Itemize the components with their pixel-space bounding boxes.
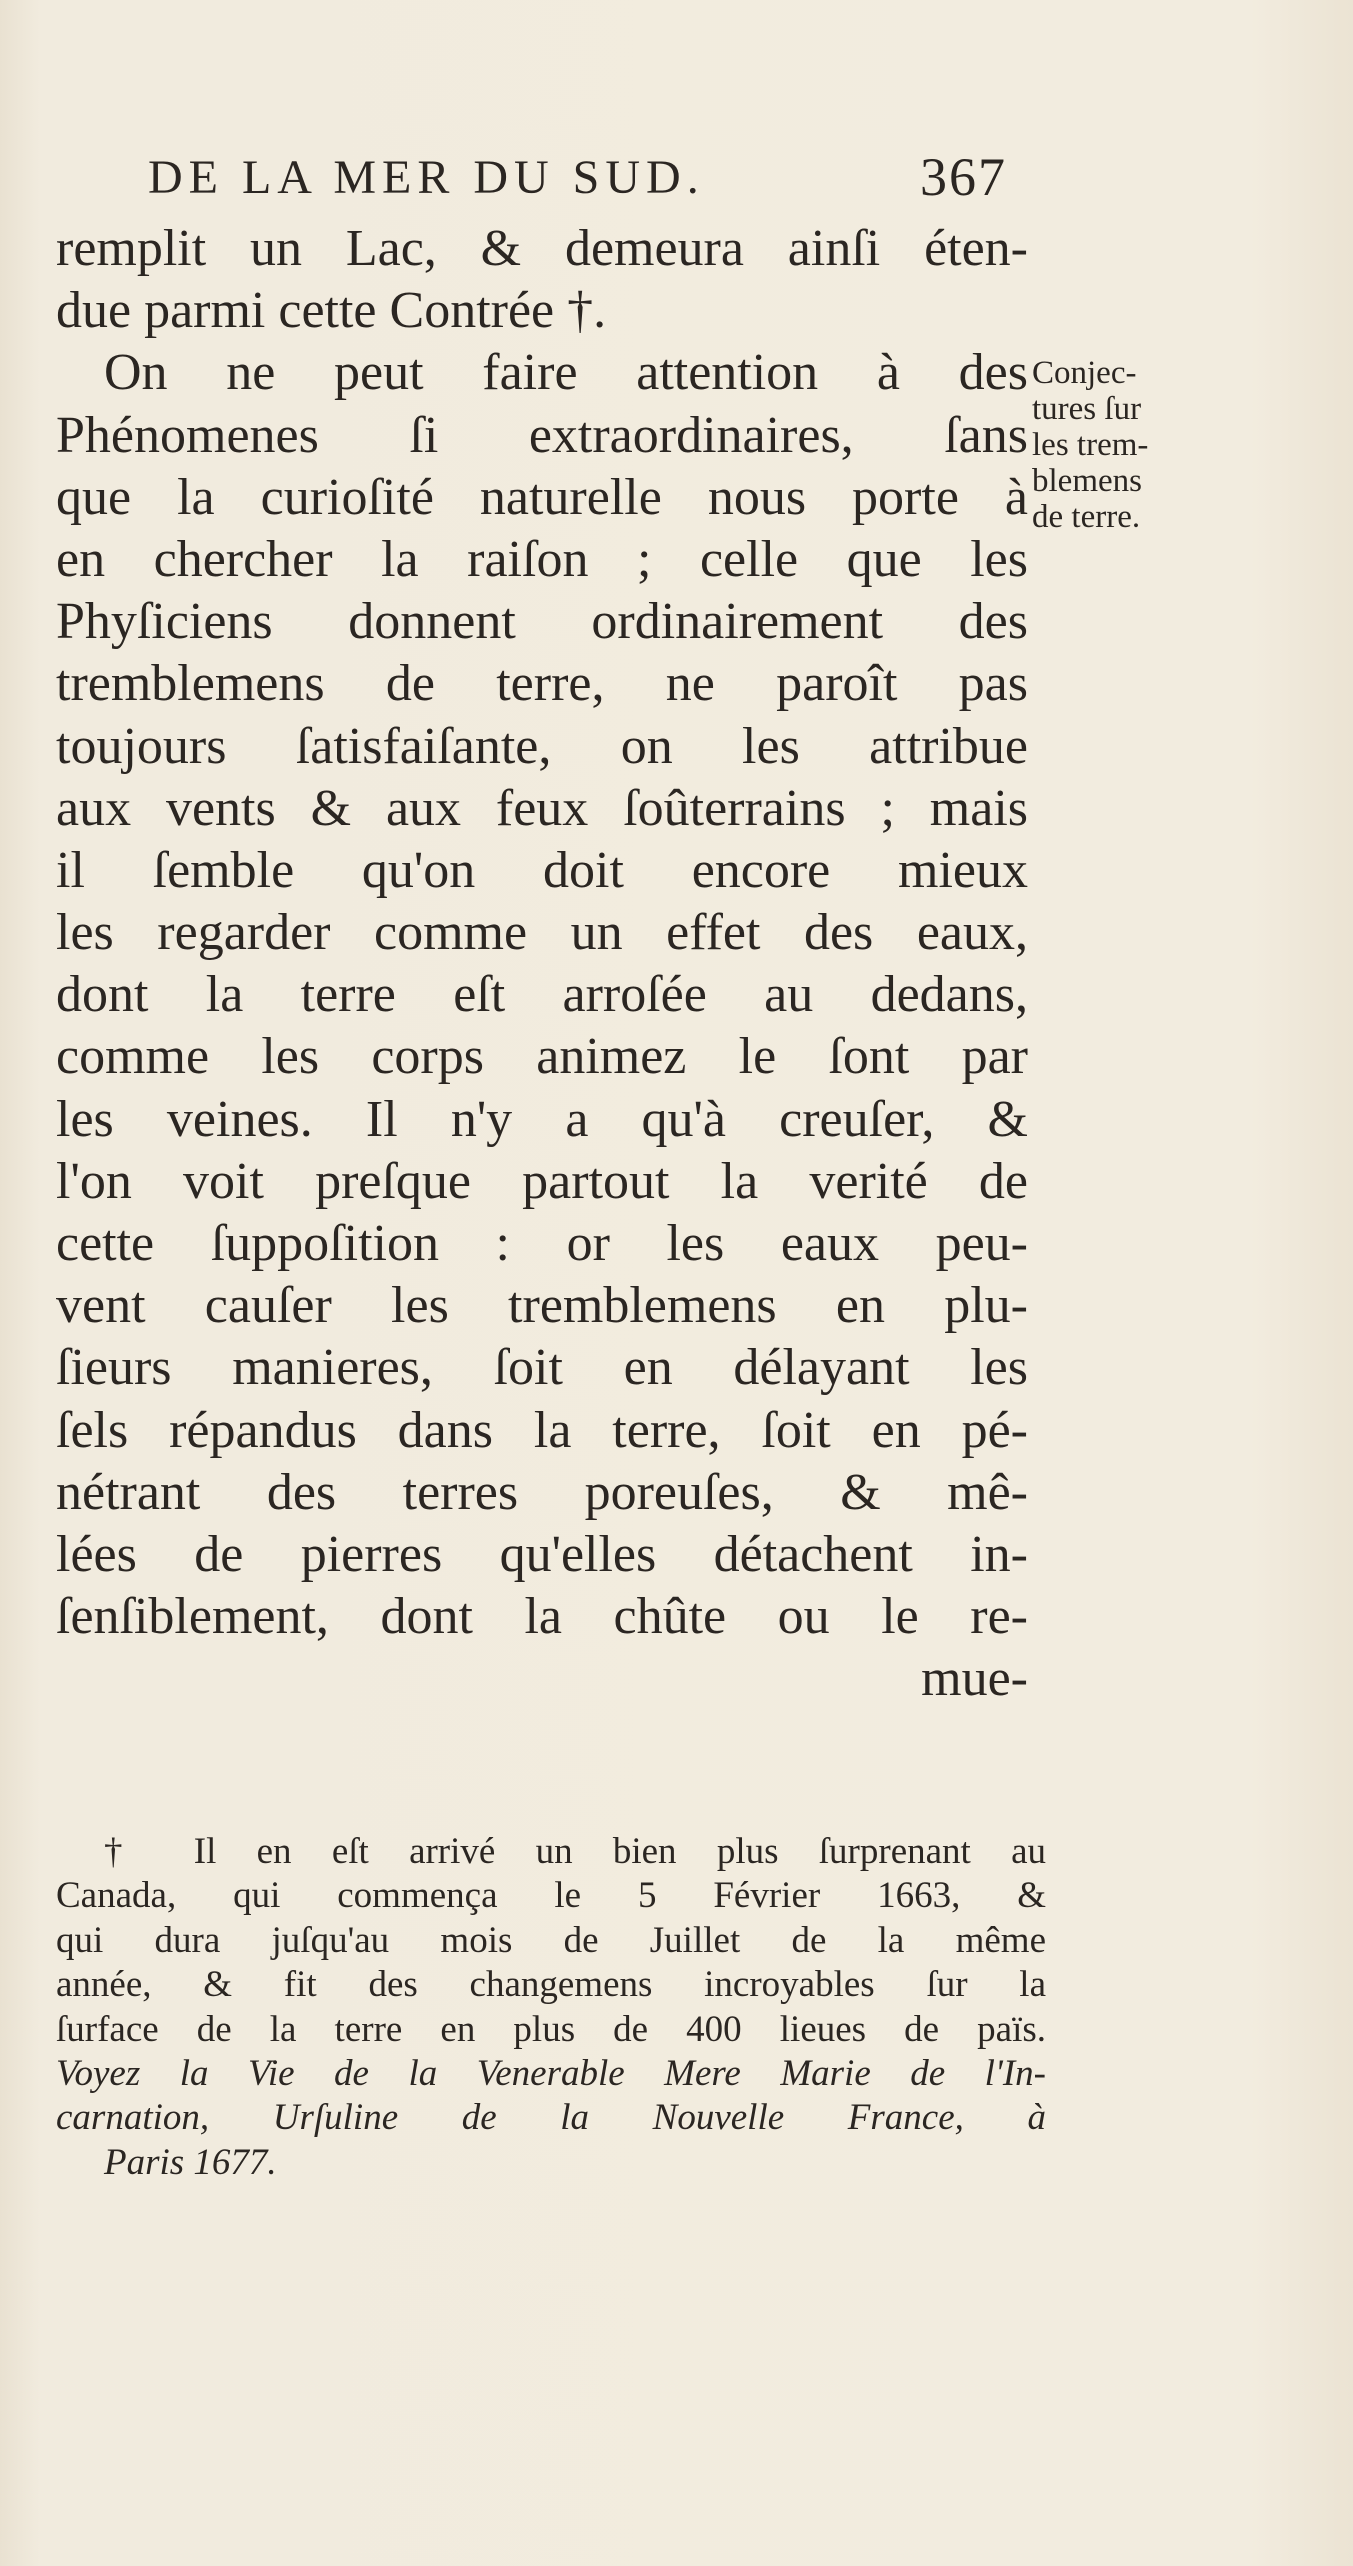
text-line: dont la terre eſt arroſée au dedans, — [56, 966, 1028, 1024]
footnote-line: ſurface de la terre en plus de 400 lieues de païs. — [56, 2008, 1046, 2050]
text-line: que la curioſité naturelle nous porte à — [56, 468, 1028, 526]
text-line: Phyſiciens donnent ordinairement des — [56, 593, 1028, 651]
margin-note-line: les trem- — [1032, 427, 1149, 463]
margin-note-line: Conjec- — [1032, 355, 1137, 391]
text-line: remplit un Lac, & demeura ainſi éten- — [56, 220, 1028, 277]
catchword: mue- — [921, 1650, 1028, 1708]
footnote-line: Canada, qui commença le 5 Février 1663, & — [56, 1875, 1046, 1917]
margin-note-line: blemens — [1032, 463, 1142, 499]
footnote-line: † Il en eſt arrivé un bien plus ſurprenant au — [104, 1831, 1046, 1872]
text-line: On ne peut faire attention à des — [104, 344, 1028, 402]
text-line: tremblemens de terre, ne paroît pas — [56, 655, 1028, 713]
text-line: comme les corps animez le ſont par — [56, 1028, 1028, 1086]
footnote-line: Paris 1677. — [104, 2141, 277, 2183]
text-line: les regarder comme un effet des eaux, — [56, 904, 1028, 962]
text-line: en chercher la raiſon ; celle que les — [56, 530, 1028, 588]
margin-note — [1032, 355, 1217, 535]
text-line: vent cauſer les tremblemens en plu- — [56, 1277, 1028, 1335]
text-line: toujours ſatisfaiſante, on les attribue — [56, 717, 1028, 775]
text-line: lées de pierres qu'elles détachent in- — [56, 1525, 1028, 1583]
footnote-line: qui dura juſqu'au mois de Juillet de la même — [56, 1919, 1046, 1961]
margin-note-line: de terre. — [1032, 499, 1141, 535]
main-text — [56, 218, 1028, 1711]
footnote — [56, 1830, 1046, 2185]
text-line: ſenſiblement, dont la chûte ou le re- — [56, 1588, 1028, 1646]
text-line: aux vents & aux feux ſoûterrains ; mais — [56, 779, 1028, 837]
footnote-line: année, & fit des changemens incroyables ſur la — [56, 1964, 1046, 2006]
page-number: 367 — [920, 147, 1007, 207]
text-line: l'on voit preſque partout la verité de — [56, 1152, 1028, 1210]
text-line: cette ſuppoſition : or les eaux peu- — [56, 1215, 1028, 1272]
text-line: due parmi cette Contrée †. — [56, 282, 607, 340]
footnote-line: Voyez la Vie de la Venerable Mere Marie de l'In- — [56, 2052, 1046, 2094]
text-line: ſels répandus dans la terre, ſoit en pé- — [56, 1401, 1028, 1459]
text-line: nétrant des terres poreuſes, & mê- — [56, 1463, 1028, 1521]
text-line: Phénomenes ſi extraordinaires, ſans — [56, 406, 1028, 464]
text-line: il ſemble qu'on doit encore mieux — [56, 841, 1028, 899]
footnote-line: carnation, Urſuline de la Nouvelle France, à — [56, 2097, 1046, 2139]
text-line: ſieurs manieres, ſoit en délayant les — [56, 1339, 1028, 1397]
running-head: DE LA MER DU SUD. — [148, 151, 705, 204]
margin-note-line: tures ſur — [1032, 391, 1142, 427]
text-line: les veines. Il n'y a qu'à creuſer, & — [56, 1090, 1028, 1148]
